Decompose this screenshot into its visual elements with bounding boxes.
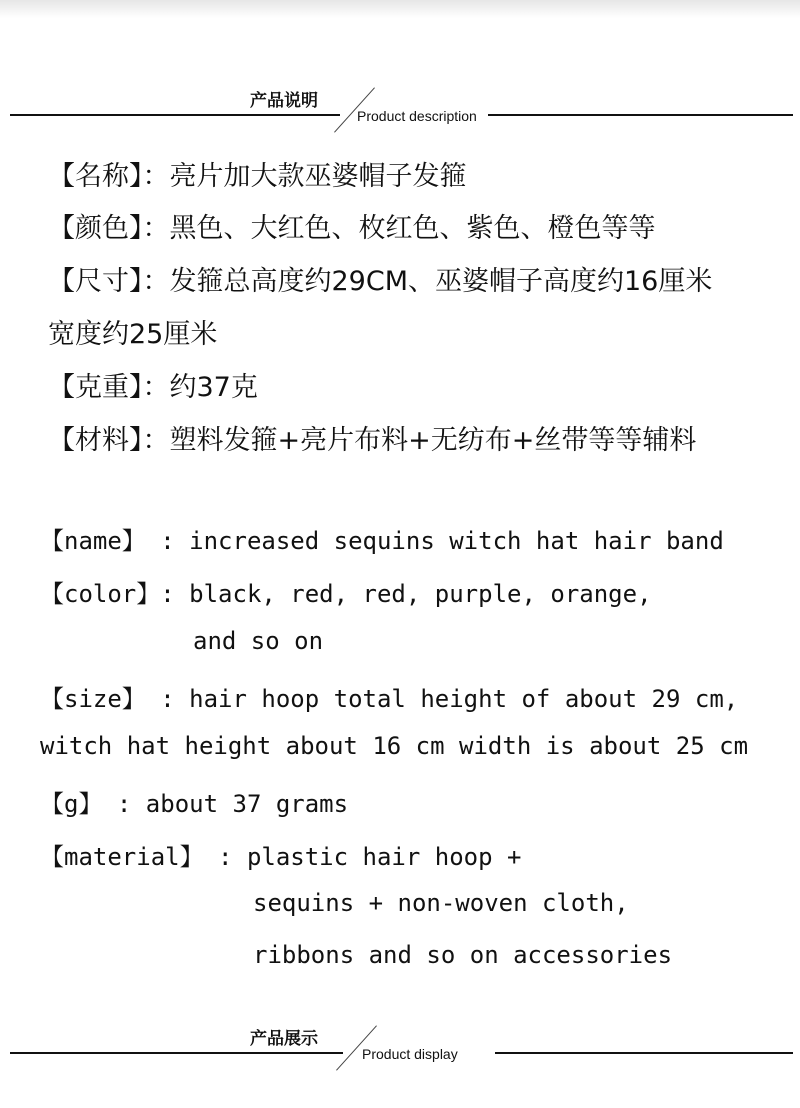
header-zh-title: 产品展示 (250, 1029, 318, 1049)
zh-weight-line: 【克重】：约37克 (48, 372, 258, 403)
product-description-header (0, 80, 800, 150)
header-right-rule (488, 114, 793, 116)
zh-name-line: 【名称】：亮片加大款巫婆帽子发箍 (48, 161, 467, 192)
header-left-rule (10, 1052, 343, 1054)
header-left-rule (10, 114, 340, 116)
en-size-line: 【size】 : hair hoop total height of about 29 cm, (40, 685, 739, 713)
en-name-line: 【name】 : increased sequins witch hat hair band (40, 527, 724, 555)
product-display-header (0, 1016, 800, 1086)
zh-color-line: 【颜色】：黑色、大红色、枚红色、紫色、橙色等等 (48, 213, 656, 244)
header-en-title: Product display (362, 1046, 458, 1062)
header-en-title: Product description (357, 108, 477, 124)
en-color-line: 【color】: black, red, red, purple, orange, (40, 580, 652, 608)
header-zh-title: 产品说明 (250, 91, 318, 111)
en-material-cont1-line: sequins + non-woven cloth, (253, 889, 629, 917)
zh-size-cont-line: 宽度约25厘米 (48, 319, 218, 350)
en-weight-line: 【g】 : about 37 grams (40, 790, 349, 818)
en-material-cont2-line: ribbons and so on accessories (253, 941, 673, 969)
en-size-cont-line: witch hat height about 16 cm width is about 25 cm (40, 732, 749, 760)
zh-material-line: 【材料】：塑料发箍+亮片布料+无纺布+丝带等等辅料 (48, 425, 697, 456)
en-material-line: 【material】 : plastic hair hoop + (40, 843, 522, 871)
top-shade (0, 0, 800, 18)
zh-size-line: 【尺寸】：发箍总高度约29CM、巫婆帽子高度约16厘米 (48, 266, 713, 297)
header-right-rule (495, 1052, 793, 1054)
en-color-cont-line: and so on (193, 627, 324, 655)
